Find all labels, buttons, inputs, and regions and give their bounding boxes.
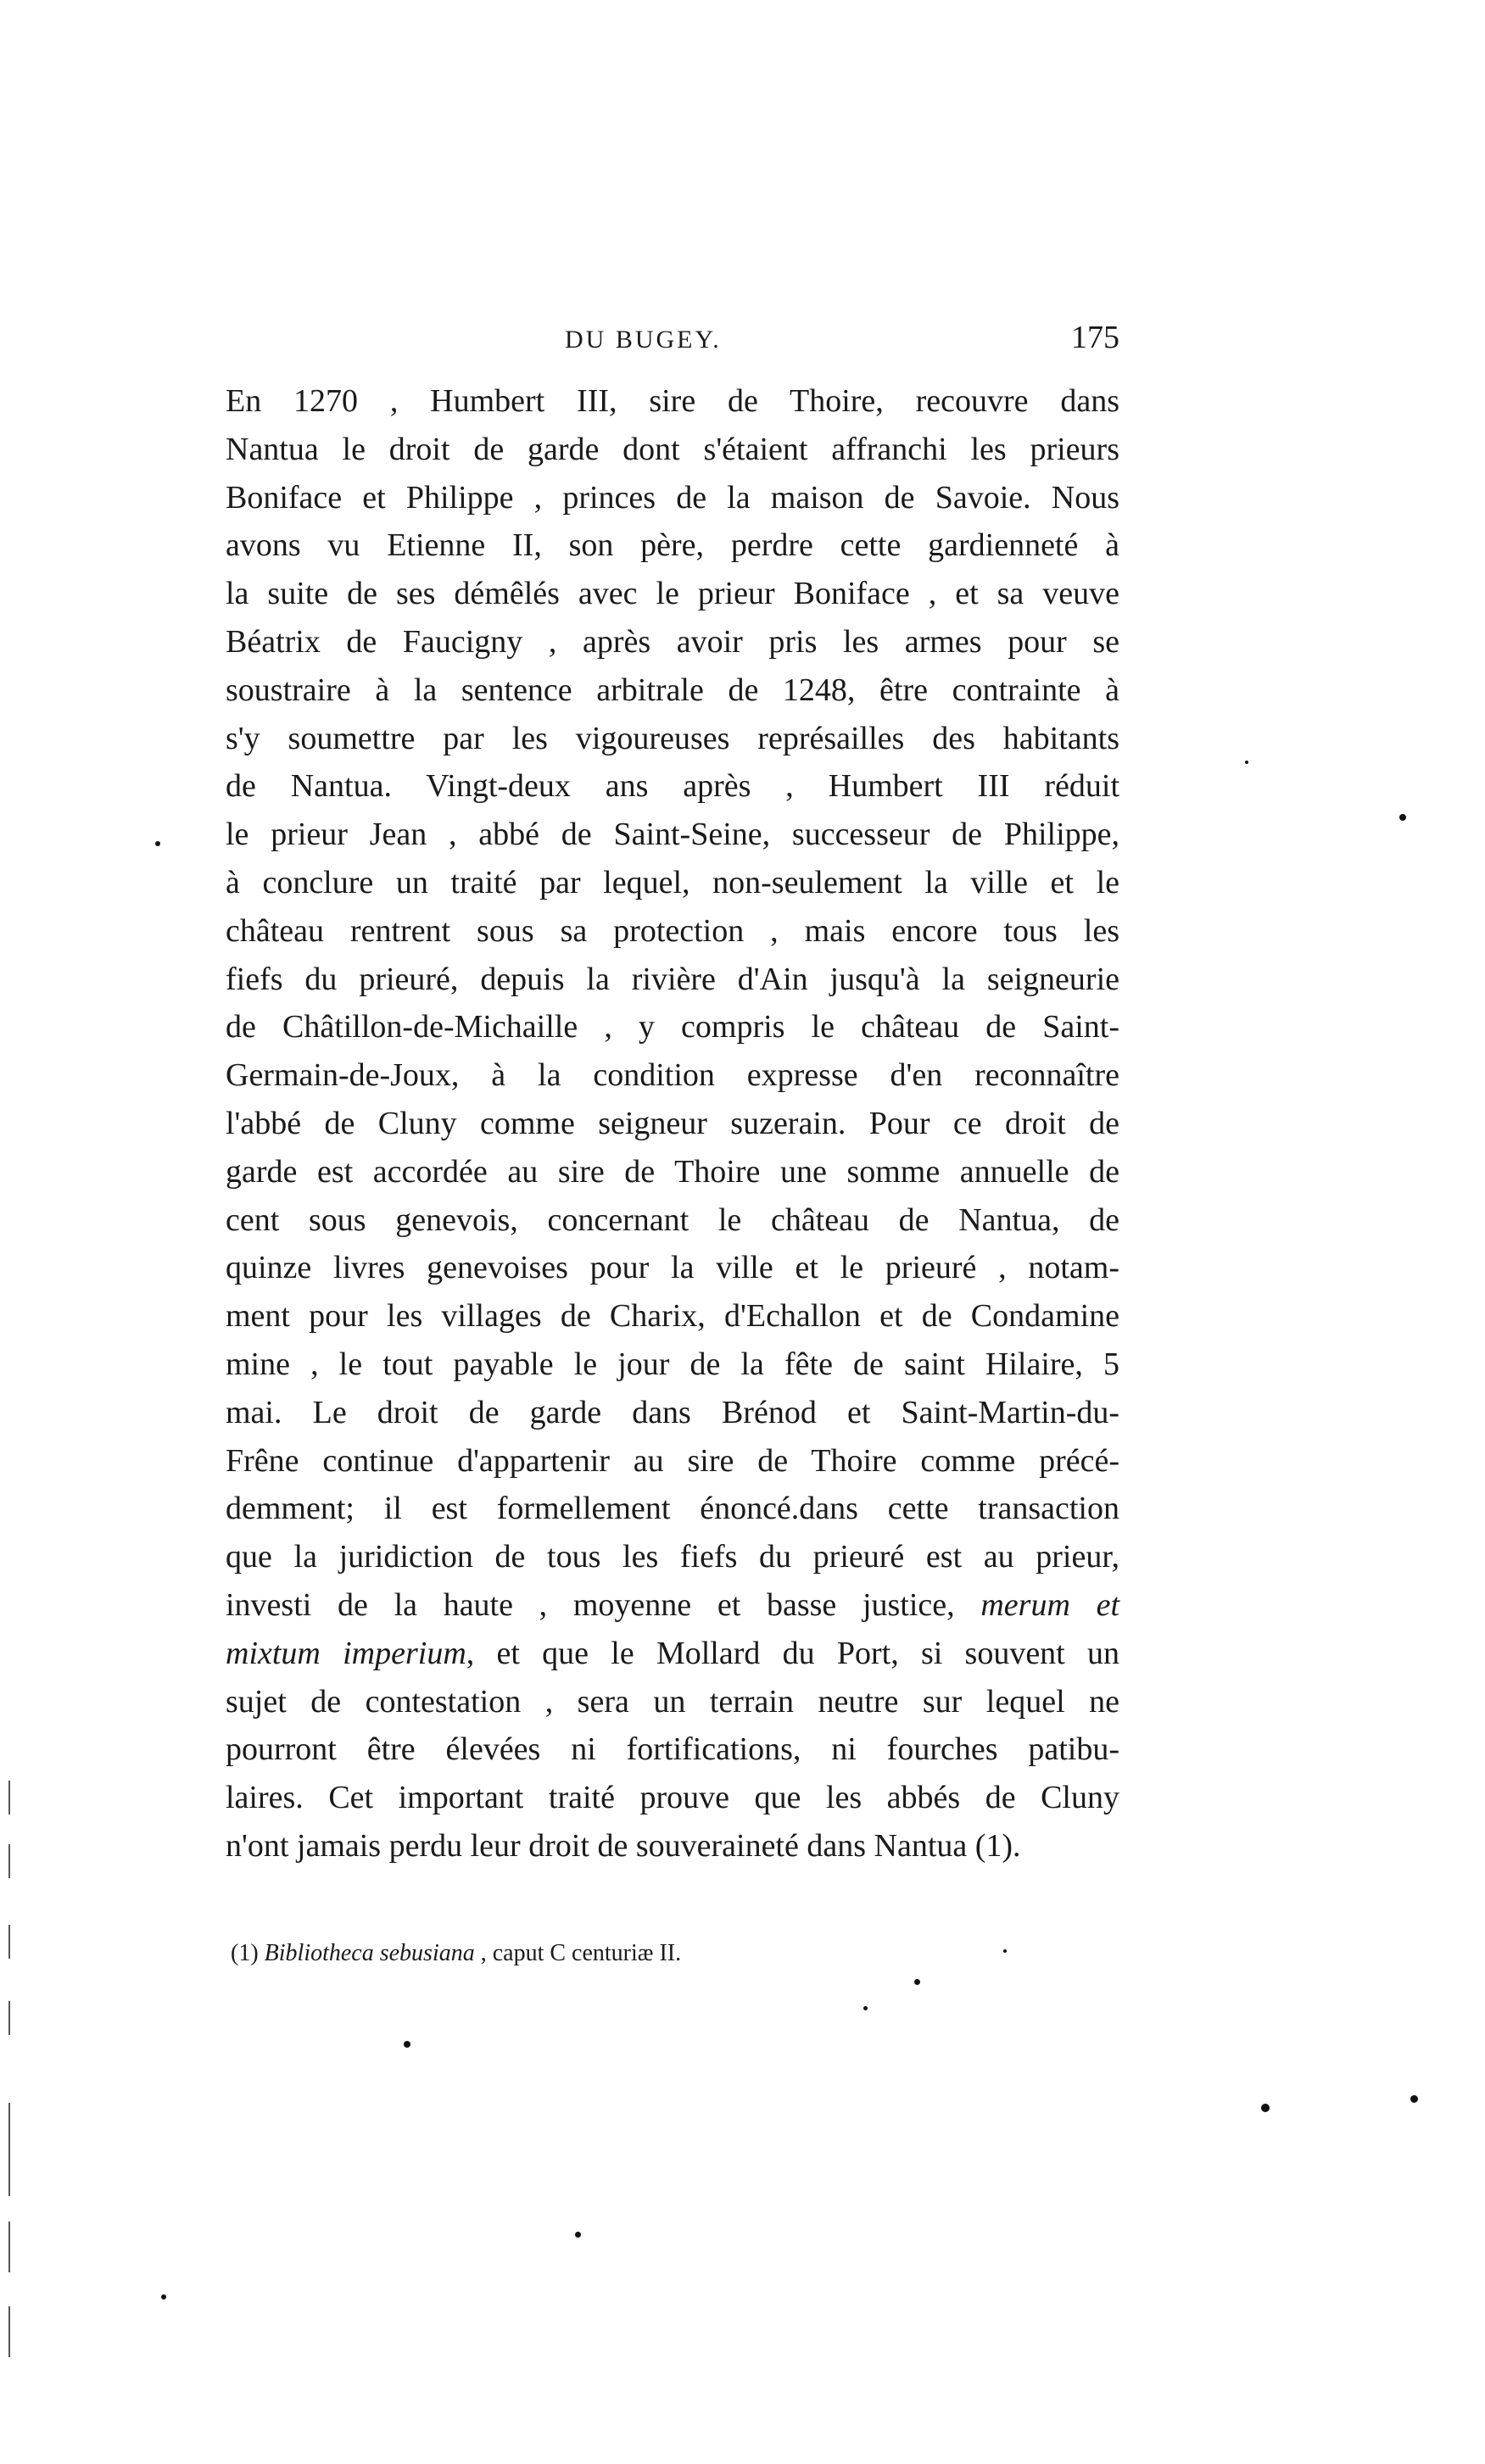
text-line: à conclure un traité par lequel, non-seulement la ville et le	[226, 864, 1119, 900]
running-title: DU BUGEY.	[565, 326, 722, 354]
scan-edge-mark	[8, 1781, 10, 1815]
text-line	[226, 1581, 1119, 1630]
text-line: de Nantua. Vingt-deux ans après , Humbert III réduit	[226, 768, 1119, 805]
scan-speck	[1245, 761, 1248, 764]
footnote-marker: (1)	[231, 1940, 259, 1966]
text-line: Boniface et Philippe , princes de la maison de Savoie. Nous	[226, 479, 1119, 516]
text-line: demment; il est formellement énoncé.dans cette transaction	[226, 1491, 1119, 1527]
scan-speck	[863, 2006, 868, 2010]
text-line: de Châtillon-de-Michaille , y compris le château de Saint-	[226, 1009, 1119, 1045]
scan-edge-mark	[8, 1844, 10, 1878]
text-segment: investi de la haute , moyenne et basse justice,	[226, 1586, 981, 1623]
scan-speck	[1399, 814, 1406, 821]
text-line: quinze livres genevoises pour la ville et le prieuré , notam-	[226, 1250, 1119, 1286]
scan-speck	[914, 1979, 920, 1985]
text-line: château rentrent sous sa protection , mais encore tous les	[226, 912, 1119, 949]
text-line: cent sous genevois, concernant le château de Nantua, de	[226, 1201, 1119, 1238]
text-line: Nantua le droit de garde dont s'étaient affranchi les prieurs	[226, 431, 1119, 467]
text-line: mine , le tout payable le jour de la fête de saint Hilaire, 5	[226, 1346, 1119, 1382]
text-line: sujet de contestation , sera un terrain neutre sur lequel ne	[226, 1683, 1119, 1720]
scan-edge-mark	[8, 2306, 10, 2357]
text-line: laires. Cet important traité prouve que les abbés de Cluny	[226, 1780, 1119, 1816]
scan-speck	[404, 2041, 410, 2048]
italic-text: mixtum imperium	[226, 1635, 466, 1671]
text-line: s'y soumettre par les vigoureuses représailles des habitants	[226, 720, 1119, 756]
text-line: ment pour les villages de Charix, d'Echallon et de Condamine	[226, 1298, 1119, 1335]
footnote-title: Bibliotheca sebusiana	[264, 1940, 475, 1966]
text-line: En 1270 , Humbert III, sire de Thoire, recouvre dans	[226, 383, 1119, 419]
italic-text: merum et	[980, 1586, 1119, 1623]
text-segment: , et que le Mollard du Port, si souvent un	[466, 1635, 1119, 1671]
text-line: soustraire à la sentence arbitrale de 1248, être contrainte à	[226, 672, 1119, 708]
text-line: l'abbé de Cluny comme seigneur suzerain. Pour ce droit de	[226, 1105, 1119, 1141]
scan-edge-mark	[8, 2001, 10, 2035]
text-line: mai. Le droit de garde dans Brénod et Saint-Martin-du-	[226, 1394, 1119, 1430]
text-line: fiefs du prieuré, depuis la rivière d'Ain jusqu'à la seigneurie	[226, 961, 1119, 997]
scan-speck	[155, 841, 160, 846]
footnote-text: , caput C centuriæ II.	[480, 1940, 682, 1966]
text-line: pourront être élevées ni fortifications, ni fourches patibu-	[226, 1731, 1119, 1768]
page-header	[226, 322, 1119, 363]
page-number: 175	[1071, 320, 1119, 355]
scan-speck	[575, 2232, 581, 2238]
text-line: garde est accordée au sire de Thoire une somme annuelle de	[226, 1153, 1119, 1190]
text-line: Germain-de-Joux, à la condition expresse d'en reconnaître	[226, 1057, 1119, 1094]
text-line: n'ont jamais perdu leur droit de souveraineté dans Nantua (1).	[226, 1827, 1021, 1864]
text-line: Frêne continue d'appartenir au sire de Thoire comme précé-	[226, 1442, 1119, 1479]
scan-speck	[1261, 2104, 1270, 2112]
scan-speck	[161, 2294, 166, 2300]
scan-edge-mark	[8, 2222, 10, 2272]
scan-speck	[1003, 1949, 1007, 1953]
scan-edge-mark	[8, 2103, 10, 2196]
text-line: que la juridiction de tous les fiefs du prieuré est au prieur,	[226, 1539, 1119, 1575]
scan-speck	[1410, 2095, 1418, 2103]
body-paragraph	[226, 377, 1119, 1870]
text-line: la suite de ses démêlés avec le prieur Boniface , et sa veuve	[226, 576, 1119, 612]
text-line: avons vu Etienne II, son père, perdre cette gardienneté à	[226, 527, 1119, 564]
text-line: Béatrix de Faucigny , après avoir pris les armes pour se	[226, 623, 1119, 660]
text-line	[226, 1630, 1119, 1678]
footnote	[231, 1940, 681, 1967]
scan-edge-mark	[8, 1925, 10, 1959]
text-line: le prieur Jean , abbé de Saint-Seine, successeur de Philippe,	[226, 817, 1119, 853]
